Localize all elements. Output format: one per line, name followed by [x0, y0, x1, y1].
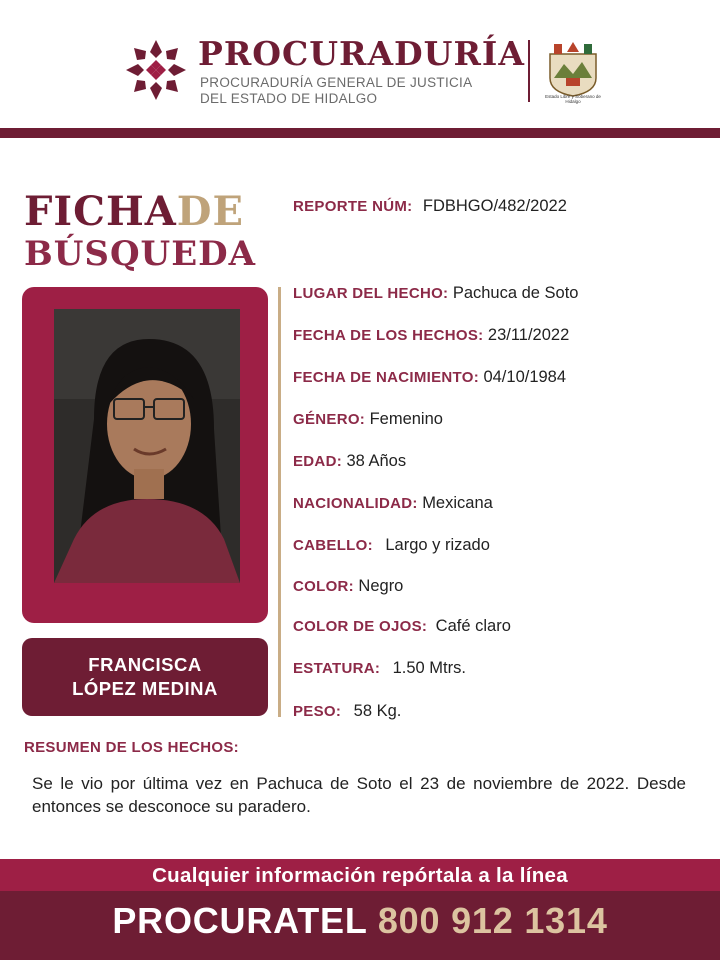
- field-lugar: [293, 284, 579, 303]
- header-band: [0, 128, 720, 138]
- person-name-box: [22, 638, 268, 716]
- field-label: FECHA DE NACIMIENTO:: [293, 369, 479, 386]
- field-label: FECHA DE LOS HECHOS:: [293, 327, 484, 344]
- field-nacionalidad: [293, 494, 493, 513]
- brand-subtitle: [200, 75, 472, 107]
- footer-cta: Cualquier información repórtala a la línea: [0, 859, 720, 891]
- brand-subtitle-line2: DEL ESTADO DE HIDALGO: [200, 91, 378, 106]
- field-value: Largo y rizado: [385, 536, 490, 554]
- title-part2: DE: [176, 188, 244, 235]
- field-value: 04/10/1984: [483, 368, 567, 386]
- field-estatura: [293, 659, 466, 678]
- field-cabello: [293, 536, 490, 555]
- field-value: Café claro: [435, 617, 511, 635]
- procuraduria-logo-icon: [124, 38, 188, 102]
- summary-text: Se le vio por última vez en Pachuca de Soto el 23 de noviembre de 2022. Desde entonces se desconoce su paradero.: [32, 774, 686, 816]
- field-label: COLOR:: [293, 578, 354, 595]
- field-genero: [293, 410, 443, 429]
- field-fecha-hechos: [293, 326, 569, 345]
- field-edad: [293, 452, 406, 471]
- field-label: PESO:: [293, 703, 342, 720]
- field-reporte: [293, 197, 567, 216]
- field-label: NACIONALIDAD:: [293, 495, 418, 512]
- person-last-name: LÓPEZ MEDINA: [72, 678, 218, 699]
- field-label: EDAD:: [293, 453, 342, 470]
- field-peso: [293, 702, 401, 721]
- title-part1: FICHA: [24, 188, 177, 235]
- field-fecha-nacimiento: [293, 368, 566, 387]
- field-color-ojos: [293, 617, 511, 636]
- field-label: ESTATURA:: [293, 660, 381, 677]
- field-value: 58 Kg.: [353, 702, 402, 720]
- brand-subtitle-line1: PROCURADURÍA GENERAL DE JUSTICIA: [200, 75, 473, 90]
- header-divider: [528, 40, 530, 102]
- person-photo: [54, 309, 240, 583]
- title-busqueda: BÚSQUEDA: [24, 234, 256, 274]
- field-label: CABELLO:: [293, 537, 373, 554]
- seal-caption: Estado Libre y Soberano de Hidalgo: [545, 94, 601, 104]
- summary-label: RESUMEN DE LOS HECHOS:: [24, 739, 239, 756]
- field-label: LUGAR DEL HECHO:: [293, 285, 449, 302]
- field-value: FDBHGO/482/2022: [422, 197, 567, 215]
- field-value: 1.50 Mtrs.: [392, 659, 466, 677]
- title-ficha-de: [24, 190, 244, 234]
- brand-title: PROCURADURÍA: [198, 34, 525, 73]
- person-first-name: FRANCISCA: [88, 654, 202, 675]
- field-value: 23/11/2022: [487, 326, 570, 344]
- footer-phone: 800 912 1314: [377, 900, 608, 941]
- footer-brand: PROCURATEL: [112, 900, 368, 941]
- field-value: Mexicana: [422, 494, 493, 512]
- field-value: Negro: [358, 577, 404, 595]
- fields-divider: [278, 287, 281, 717]
- field-value: Femenino: [369, 410, 443, 428]
- field-label: COLOR DE OJOS:: [293, 618, 428, 635]
- field-color: [293, 577, 403, 596]
- field-label: REPORTE NÚM:: [293, 198, 413, 215]
- hidalgo-seal-icon: [544, 38, 602, 102]
- field-value: Pachuca de Soto: [452, 284, 579, 302]
- field-value: 38 Años: [346, 452, 407, 470]
- footer-hotline: [0, 891, 720, 960]
- field-label: GÉNERO:: [293, 411, 366, 428]
